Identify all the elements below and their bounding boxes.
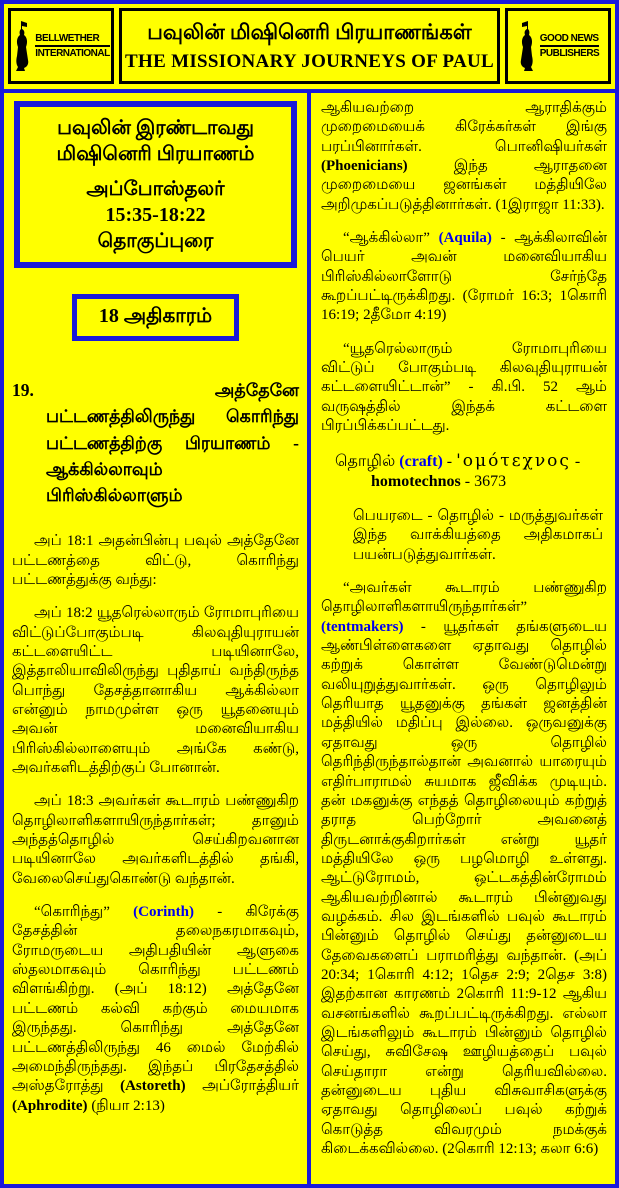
bellwether-logo-text [35,33,109,60]
emphasis-text: (Phoenicians) [321,158,408,175]
bellwether-figure-icon [12,20,32,72]
left-column-paragraphs [12,532,299,1116]
paragraph [353,507,603,565]
text-run: இந்த ஆராதனை முறைமையை ஜனங்கள் மத்தியிலே அறிமுகப்படுத்தினார்கள். (1இராஜா 11:33). [321,158,607,213]
good-news-logo [505,8,611,84]
good-news-logo-text [540,33,599,60]
text-run: - 3673 [460,473,507,491]
text-run: “கொரிந்து” [34,904,134,921]
left-column [4,93,307,1184]
bellwether-logo-line2: INTERNATIONAL [35,48,110,59]
text-run: அப்ரோத்தியர் [185,1078,299,1095]
paragraph [12,532,299,590]
section-first-word: அத்தேனே [214,380,299,400]
page-title-english: THE MISSIONARY JOURNEYS OF PAUL [125,50,494,72]
text-run: (நியா 2:13) [87,1097,165,1114]
emphasis-text: (Aquila) [438,230,492,247]
paragraph [12,604,299,778]
right-column-paragraphs [321,99,607,1159]
text-run: “அவர்கள் கூடாரம் பண்ணுகிற தொழிலாளிகளாயிருந்தார்கள்” [321,580,607,616]
section-heading [12,377,299,508]
text-run: “யூதரெல்லாரும் ரோமாபுரியை விட்டுப் போகும்படி கிலவுதியுராயன் கட்டளையிட்டான்” - கி.பி. 52 ஆம் வருஷத்தில் இந்தக் கட்டளை பிரப்பிக்கப்பட்டது. [321,340,607,435]
paragraph [371,472,607,493]
good-news-logo-line2: PUBLISHERS [539,48,600,59]
emphasis-text: (Corinth) [133,904,194,921]
page-title-tamil: பவுலின் மிஷினெரி பிரயாணங்கள் [147,19,472,44]
text-run: தொழில் [335,452,400,470]
text-run: - யூதர்கள் தங்களுடைய ஆண்பிள்ளைகளை ஏதாவது தொழில் கற்றுக் கொள்ள வேண்டுமென்று வலியுறுத்துவார்கள். ஒரு தொழிலும் தெரியாத யூதனுக்கு தங்கள் ஜனத்தின் மத்தியில் மதிப்பு இல்லை. ஒருவனுக்கு ஏதாவது ஒரு தொழில் தெரிந்திருந்தால்தான் அவனால் யாரையும் எதிர்பாராமல் சுயமாக ஜீவிக்க முடியும். தன் மகனுக்கு எந்தத் தொழிலையும் கற்றுத் தராத பெற்றோர் அவனைத் திருடனாக்குகிறார்கள் என்று யூதர் மத்தியிலே ஒரு பழமொழி உள்ளது. ஆட்டுரோமம், ஒட்டகத்தின்ரோமம் ஆகியவற்றினால் கூடாரம் பின்னுவது வழக்கம். சில இடங்களில் பவுல் கூடாரம் பின்னும் தொழில் செய்து தன்னுடைய தேவைகளைப் பராமரித்து வந்தான். (அப் 20:34; 1கொரி 4:12; 1தெச 2:9; 2தெச 3:8) இதற்கான காரணம் 2கொரி 11:9-12 ஆகிய வசனங்களில் கூறப்பட்டிருக்கிறது. எல்லா இடங்களிலும் கூடாரம் பின்னும் தொழில் செய்து, சுவிசேஷ ஊழியத்தைப் பவுல் செய்தாரா என்று தெரியவில்லை. தன்னுடைய புதிய விசுவாசிகளுக்கு ஏதாவது தொழிலைப் பவுல் கற்றுக் கொடுத்த விவரமும் நமக்குக் கிடைக்கவில்லை. (2கொரி 12:13; கலா 6:6) [321,618,607,1158]
text-run: அப் 18:3 அவர்கள் கூடாரம் பண்ணுகிற தொழிலாளிகளாயிருந்தார்கள்; தானும் அந்தத்தொழில் செய்கிறவனான படியினாலே அவர்களிடத்தில் தங்கி, வேலைசெய்துகொண்டு வந்தான். [12,793,299,887]
paragraph [321,579,607,1159]
paragraph [321,99,607,215]
study-intro-box [14,101,297,268]
text-run: பெயரடை - தொழில் - மருத்துவர்கள் இந்த வாக்கியத்தை அதிகமாகப் பயன்படுத்துவார்கள். [353,508,603,563]
text-run: ஆகியவற்றை ஆராதிக்கும் முறைமையைக் கிரேக்கர்கள் இங்கு பரப்பினார்கள். பொனிஷியர்கள் [321,100,607,155]
intro-line: பவுலின் இரண்டாவது [57,117,254,139]
intro-group-1 [24,115,287,167]
emphasis-text: homotechnos [371,473,461,491]
text-run: “ஆக்கில்லா” [343,230,439,247]
text-run: - ஆக்கிலாவின் பெயர் அவன் மனைவியாகிய பிரிஸ்கில்லாளோடு சேர்ந்தே கூறப்பட்டிருக்கிறது. (ரோமர் 16:3; 1கொரி 16:19; 2தீமோ 4:19) [321,230,607,324]
page-header [4,4,615,89]
intro-line: மிஷினெரி பிரயாணம் [56,143,255,165]
paragraph [12,903,299,1116]
paragraph [12,792,299,889]
emphasis-text: 'ομότεχνος [456,450,571,471]
emphasis-text: (Aphrodite) [12,1097,88,1114]
section-heading-rest: பட்டணத்திலிருந்து கொரிந்து பட்டணத்திற்கு பிரயாணம் - ஆக்கில்லாவும் பிரிஸ்கில்லாளும் [46,406,299,505]
text-run: - [570,452,581,470]
text-run: - [442,452,457,470]
intro-line: அப்போஸ்தலர் [86,178,225,200]
title-box [119,8,500,84]
paragraph [321,229,607,326]
emphasis-text: (Astoreth) [120,1078,186,1095]
text-run: அப் 18:2 யூதரெல்லாரும் ரோமாபுரியை விட்டுப்போகும்படி கிலவுதியுராயன் கட்டளையிட்ட படியினாலே, இத்தாலியாவிலிருந்து புதிதாய் வந்திருந்த பொந்து தேசத்தானாகிய ஆக்கில்லா என்னும் நாமமுள்ள ஒரு யூதனையும் அவன் மனைவியாகிய பிரிஸ்கில்லாளையும் அங்கே கண்டு, அவர்களிடத்திற்குப் போனான். [12,605,299,777]
right-column [311,93,615,1184]
emphasis-text: (tentmakers) [321,618,404,635]
emphasis-text: (craft) [399,452,443,470]
intro-line: தொகுப்புரை [97,230,214,252]
bellwether-logo [8,8,114,84]
paragraph [335,451,607,473]
intro-group-2 [24,176,287,254]
text-run: - கிரேக்கு தேசத்தின் தலைநகரமாகவும், ரோமருடைய அதிபதியின் ஆளுகை ஸ்தலமாகவும் கொரிந்து பட்டணம் விளங்கிற்று. (அப் 18:12) அத்தேனே பட்டணம் கல்வி கற்கும் மையமாக இருந்தது. கொரிந்து அத்தேனே பட்டணத்திலிருந்து 46 மைல் மேற்கில் அமைந்திருந்தது. இந்தப் பிரதேசத்தில் அஸ்தரோத்து [12,904,299,1095]
section-number: 19. [12,380,34,400]
paragraph [321,340,607,437]
bellwether-logo-line1: BELLWETHER [35,33,109,48]
intro-line: 15:35-18:22 [105,204,206,226]
content-area [4,89,615,1184]
good-news-figure-icon [517,20,537,72]
text-run: அப் 18:1 அதன்பின்பு பவுல் அத்தேனே பட்டணத்தை விட்டு, கொரிந்து பட்டணத்துக்கு வந்து: [12,533,299,588]
section-heading-first-line [12,377,299,403]
good-news-logo-line1: GOOD NEWS [540,33,599,48]
chapter-box: 18 அதிகாரம் [72,294,239,341]
